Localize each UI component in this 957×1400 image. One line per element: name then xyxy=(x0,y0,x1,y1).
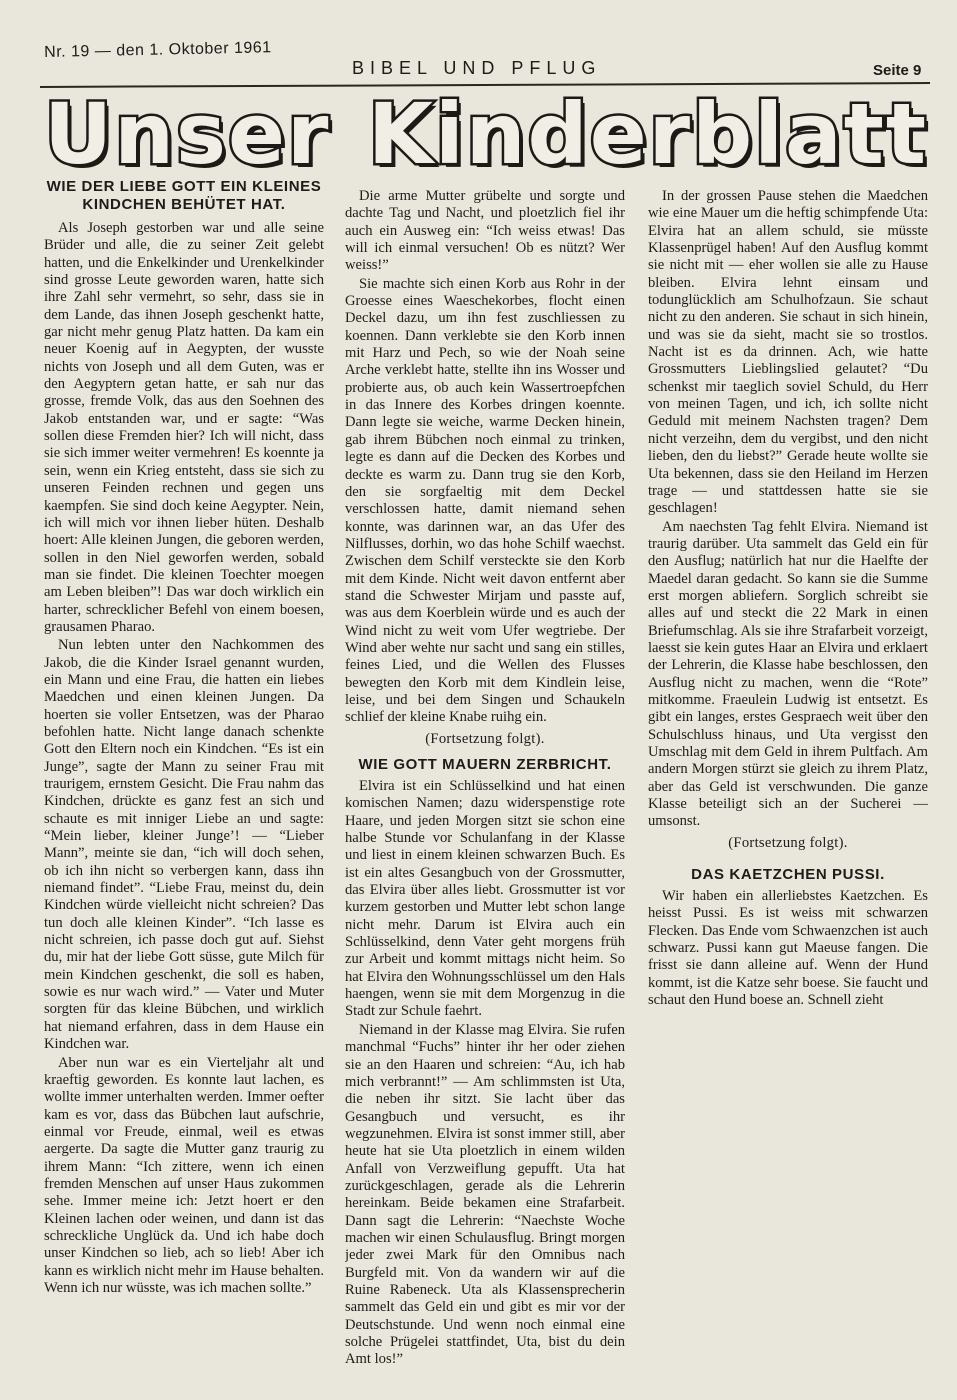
article-3-paragraph: Wir haben ein allerliebstes Kaetzchen. Es heisst Pussi. Es ist weiss mit schwarzen Flecken. Das Ende vom Schwaenzchen ist auch schwarz. Pussi kann gut Maeuse fangen. Die frisst sie dann alleine auf. Wenn der Hund kommt, ist die Katze sehr boese. Sie faucht und schaut den Hund boese an. Schnell zieht xyxy=(648,888,928,1009)
masthead-title xyxy=(44,86,928,182)
issue-date: Nr. 19 — den 1. Oktober 1961 xyxy=(44,39,272,61)
article-1-paragraph: Nun lebten unter den Nachkommen des Jakob, die die Kinder Israel genannt wurden, ein Mann und eine Frau, die hatten ein liebes Maedchen und einen kleinen Jungen. Da hoerten sie voller Entsetzen, was der Pharao befohlen hatte. Nicht lange danach schenkte Gott den Eltern noch ein Kindchen. “Es ist ein Junge”, sagte der Mann zu seiner Frau mit traurigem, ernstem Gesicht. Die Frau nahm das Kindchen, drückte es ganz fest an sich und schaute es mit inniger Liebe an und sagte: “Mein lieber, kleiner Junge’! — “Lieber Mann”, meinte sie dan, “ich will doch sehen, ob ich ihn nicht so verbergen kann, dass ihn niemand findet”. “Liebe Frau, meinst du, dein Kindchen würde vielleicht nicht schreien? Das tun doch alle kleinen Kinder”. “Ich lasse es nicht schreien, ich passe doch gut auf. Siehst du, mir hat der liebe Gott süsse, gute Milch für mein Kindchen geschenkt, die soll es haben, sowie es nur wach wird.” — Vater und Muter sorgten für das kleine Bübchen, und wirklich hat niemand erfahren, dass in dem Hause ein Kindchen war. xyxy=(44,637,324,1053)
masthead-word-1: Unser xyxy=(44,85,331,183)
article-2-continued: (Fortsetzung folgt). xyxy=(728,834,848,851)
article-2-paragraph: Am naechsten Tag fehlt Elvira. Niemand ist traurig darüber. Uta sammelt das Geld ein für den Ausflug; natürlich hat nur die Haelfte der Maedel daran gedacht. So kann sie die Summe erst morgen abliefern. Sorglich schreibt sie alles auf und steckt die 22 Mark in einen Briefumschlag. Als sie ihre Strafarbeit vorzeigt, laesst sie kein gutes Haar an Elvira und erklaert der Lehrerin, die Klasse habe beschlossen, den Ausflug nicht zu machen, wenn die “Rote” mitkomme. Fraeulein Ludwig ist entsetzt. Es gibt ein langes, erstes Gespraech weit über den Schulschluss hinaus, und Uta vergisst den Umschlag mit dem Geld in ihrem Pultfach. Am andern Morgen stürzt sie gleich zu ihrem Platz, aber das Geld ist verschwunden. Die ganze Klasse beteiligt sich an der Sucherei — umsonst. xyxy=(648,518,928,830)
article-1-paragraph: Als Joseph gestorben war und alle seine Brüder und alle, die zu seiner Zeit gelebt hatten, und die Enkelkinder und Urenkelkinder sind grosse Leute geworden waren, hatte sich ihre Zahl sehr vermehrt, so sehr, dass sie in dem Lande, das ihnen Joseph geschenkt hatte, gar nicht mehr genug Platz hatten. Da kam ein neuer Koenig auf in Aegypten, der wusste nichts von Joseph und all dem Guten, was er den Aegyptern getan hatte, er sah nur das grosse, fremde Volk, das aus den Soehnen des Jakob entstanden war, und er sagte: “Was sollen diese Fremden hier? Ich will nicht, dass sie sich immer weiter vermehren! Es koennte ja sein, wenn ein Krieg entsteht, dass sie sich zu unseren Feinden rechnen und gegen uns kaempfen. Sie sind doch keine Aegypter. Nein, ich will mich vor ihnen lieber hüten. Deshalb hoert: Alle kleinen Jungen, die geboren werden, sollen in den Niel geworfen werden, sobald man sie findet. Die kleinen Toechter moegen am Leben bleiben”! Das war doch wirklich ein harter, schrecklicher Befehl von einem boesen, grausamen Pharao. xyxy=(44,220,324,635)
article-2-paragraph: Elvira ist ein Schlüsselkind und hat einen komischen Namen; dazu widerspenstige rote Haare, und jeden Morgen sitzt sie schon eine halbe Stunde vor Schulanfang in der Klasse und liest in einem kleinen schwarzen Buch. Es ist ein altes Gesangbuch von der Grossmutter, das Elvira über alles liebt. Grossmutter ist vor kurzem gestorben und Mutter lebt schon lange nicht mehr. Darum ist Elvira auch ein Schlüsselkind, denn Vater geht morgens früh zur Arbeit und kommt mittags nicht heim. So hat Elvira den Wohnungsschlüssel um den Hals haengen, wenn sie mit dem Morgenzug in die Stadt zur Schule faehrt. xyxy=(345,778,625,1020)
page-number: Seite 9 xyxy=(873,62,922,79)
masthead-word-2: Kinderblatt xyxy=(367,85,928,183)
article-2-paragraph: In der grossen Pause stehen die Maedchen wie eine Mauer um die heftig schimpfende Uta: Elvira hat an allem schuld, sie müsste Klassenprügel haben! Auf den Ausflug kommt sie nicht mit — eher wollen sie alle zu Hause bleiben. Elvira lehnt einsam und todunglücklich am Schulhofzaun. Sie schaut nicht zu den anderen. Sie schaut in sich hinein, und was sie da sieht, macht sie so trostlos. Nacht ist es da drinnen. Ach, wie hatte Grossmutters Lieblingslied gelautet? “Du schenkst mir taeglich soviel Schuld, du Herr von meinen Tagen, und ich, ich sollte nicht Geduld mit meinem Nachsten tragen? Dem nicht verzeihn, dem du vergibst, und den nicht lieben, den du liebst?” Gerade heute wollte sie Uta bekennen, dass sie den Heiland im Herzen trage — und stattdessen hatte sie sie geschlagen! xyxy=(648,188,928,517)
article-1-paragraph: Die arme Mutter grübelte und sorgte und dachte Tag und Nacht, und ploetzlich fiel ihr auch ein Ausweg ein: “Ich weiss etwas! Das will ich einmal versuchen! Ob es nützt? Wer weiss!” xyxy=(345,188,625,274)
article-2-title: WIE GOTT MAUERN ZERBRICHT. xyxy=(358,756,612,773)
article-1-title: WIE DER LIEBE GOTT EIN KLEINES KINDCHEN BEHÜTET HAT. xyxy=(46,178,322,213)
column-1 xyxy=(44,176,324,1386)
article-1-continued: (Fortsetzung folgt). xyxy=(425,730,545,747)
column-3 xyxy=(648,188,928,1398)
article-1-paragraph: Sie machte sich einen Korb aus Rohr in der Groesse eines Waeschekorbes, flocht einen Deckel dazu, um ihn fest zuschliessen zu koennen. Dann verklebte sie den Korb innen mit Harz und Pech, so wie der Noah seine Arche verklebt hatte, stellte ihn ins Wosser und probierte aus, ob auch kein Wassertroepfchen in das Innere des Korbes dringen koennte. Dann legte sie weiche, warme Decken hinein, gab ihrem Bübchen noch einmal zu trinken, legte es dann auf die Decken des Korbes und deckte es warm zu. Dann trug sie den Korb, den sie sorgfaeltig mit dem Deckel verschlossen hatte, damit niemand sehen konnte, was darinnen war, an das Ufer des Nilflusses, dorhin, wo das hohe Schilf waechst. Zwischen dem Schilf versteckte sie den Korb mit dem Kinde. Nicht weit davon entfernt aber stand die Schwester Mirjam und passte auf, was aus dem Koerblein würde und es auch der Wind nicht zu weit vom Ufer wegtriebe. Der Wind aber wehte nur sacht und sang ein stilles, feines Lied, und die Wellen des Flusses bewegten den Korb mit dem Kindlein leise, leise, und bei dem Singen und Schaukeln schlief der kleine Knabe ruihg ein. xyxy=(345,275,625,726)
publication-name: BIBEL UND PFLUG xyxy=(352,58,602,78)
column-2 xyxy=(345,188,625,1398)
article-3-title: DAS KAETZCHEN PUSSI. xyxy=(691,866,885,884)
article-1-paragraph: Aber nun war es ein Vierteljahr alt und kraeftig geworden. Es konnte laut lachen, es wollte immer unterhalten werden. Immer oefter kam es vor, dass das Bübchen laut aufschrie, einmal vor Freude, einmal, weil es etwas aergerte. Da sagte die Mutter ganz traurig zu ihrem Mann: “Ich zittere, wenn ich einen fremden Menschen auf unser Haus zukommen sehe. Immer meine ich: Jetzt hoert er den Kleinen lachen oder weinen, und dann ist das schreckliche Unglück da. Und ich habe doch unser Kindchen so lieb, ach so lieb! Aber ich kann es wirklich nicht mehr im Hause behalten. Wenn ich nur wüsste, was ich machen sollte.” xyxy=(44,1054,324,1296)
article-2-paragraph: Niemand in der Klasse mag Elvira. Sie rufen manchmal “Fuchs” hinter ihr her oder ziehen sie an den Haaren und schreien: “Au, ich hab mich verbrannt!” — Am schlimmsten ist Uta, die neben ihr sitzt. Sie lacht über das Gesangbuch und versucht, es ihr wegzunehmen. Elvira ist sonst immer still, aber heute hat sie Uta ploetzlich in einem wilden Anfall von Verzweiflung gepufft. Uta hat zurückgeschlagen, gerade als die Lehrerin hereinkam. Beide bekamen eine Strafarbeit. Dann sagt die Lehrerin: “Naechste Woche machen wir einen Schulausflug. Bringt morgen jeder zwei Mark für den Omnibus nach Burgfeld mit. Von da wandern wir auf die Ruine Rabeneck. Uta als Klassensprecherin sammelt das Geld ein und gibt es mir vor der Deutschstunde. Und wenn noch einmal eine solche Prügelei stattfindet, Uta, bist du dein Amt los!” xyxy=(345,1021,625,1368)
